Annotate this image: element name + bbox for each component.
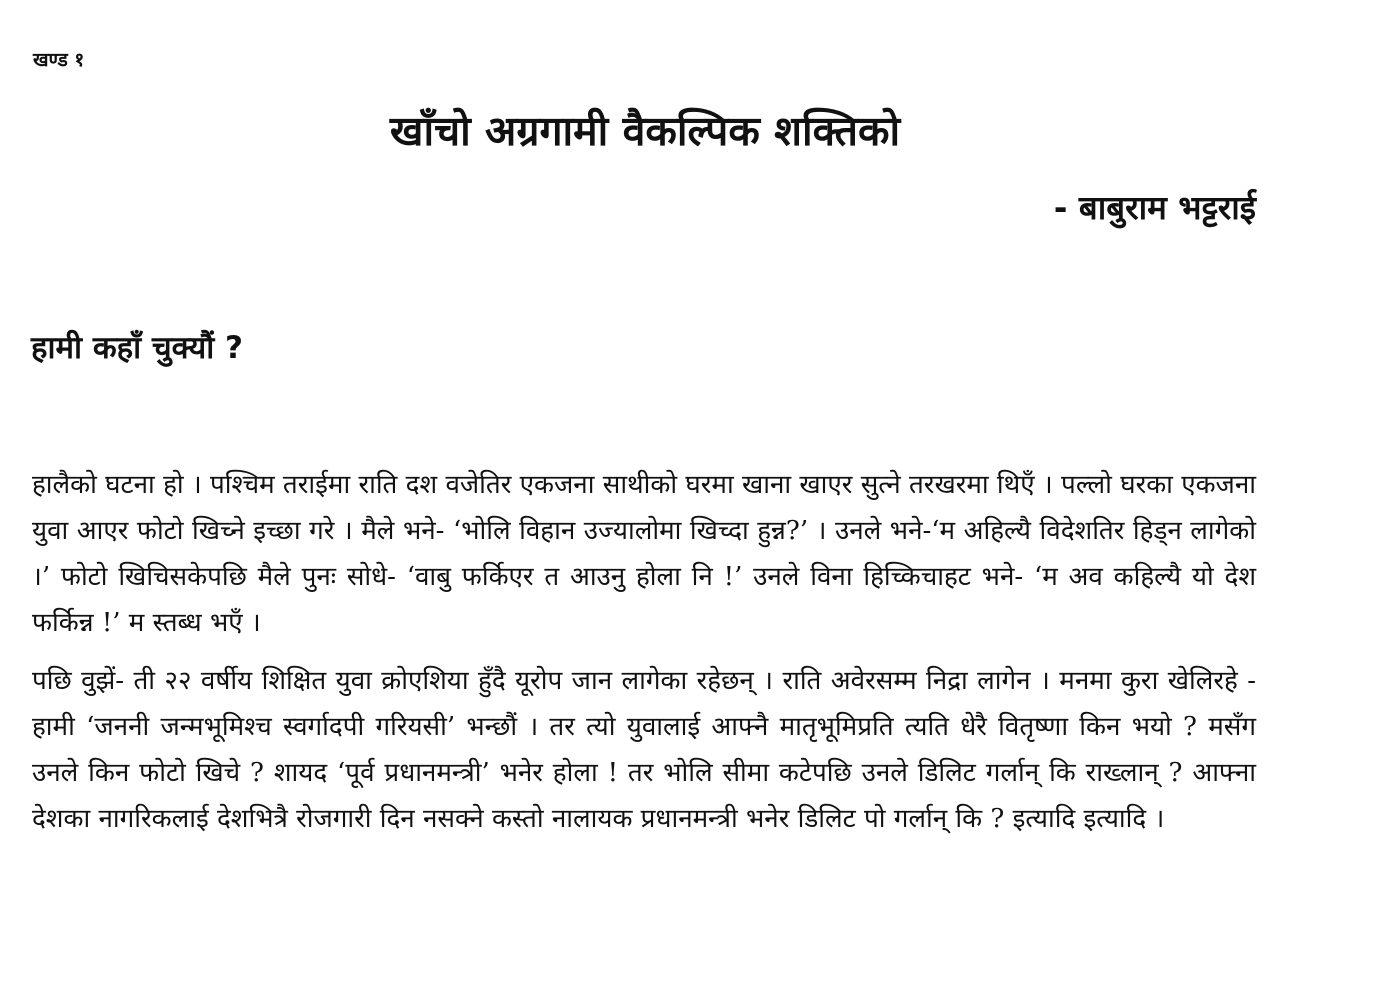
author-byline: - बाबुराम भट्टराई <box>1053 188 1256 227</box>
page-title: खाँचो अग्रगामी वैकल्पिक शक्तिको <box>389 107 901 155</box>
section-heading: हामी कहाँ चुक्यौं ? <box>31 330 243 366</box>
section-label: खण्ड १ <box>33 49 85 71</box>
paragraph: हालैको घटना हो । पश्चिम तराईमा राति दश वजेतिर एकजना साथीको घरमा खाना खाएर सुत्ने तरखरमा थिएँ । पल्लो घरका एकजना युवा आएर फोटो खिच्ने इच्छा गरे । मैले भने- ‘भोलि विहान उज्यालोमा खिच्दा हुन्न?’ । उनले भने-‘म अहिल्यै विदेशतिर हिड्न लागेको ।’ फोटो खिचिसकेपछि मैले पुनः सोधे- ‘वाबु फर्किएर त आउनु होला नि !’ उनले विना हिच्किचाहट भने- ‘म अव कहिल्यै यो देश फर्किन्न !’ म स्तब्ध भएँ । <box>32 470 1256 638</box>
paragraph: पछि वुझें- ती २२ वर्षीय शिक्षित युवा क्रोएशिया हुँदै यूरोप जान लागेका रहेछन् । राति अवेरसम्म निद्रा लागेन । मनमा कुरा खेलिरहे - हामी ‘जननी जन्मभूमिश्च स्वर्गादपी गरियसी’ भन्छौं । तर त्यो युवालाई आफ्नै मातृभूमिप्रति त्यति धेरै वितृष्णा किन भयो ? मसँग उनले किन फोटो खिचे ? शायद ‘पूर्व प्रधानमन्त्री’ भनेर होला ! तर भोलि सीमा कटेपछि उनले डिलिट गर्लान् कि राख्लान् ? आफ्ना देशका नागरिकलाई देशभित्रै रोजगारी दिन नसक्ने कस्तो नालायक प्रधानमन्त्री भनेर डिलिट पो गर्लान् कि ? इत्यादि इत्यादि । <box>32 666 1256 834</box>
body-text <box>32 462 1256 854</box>
